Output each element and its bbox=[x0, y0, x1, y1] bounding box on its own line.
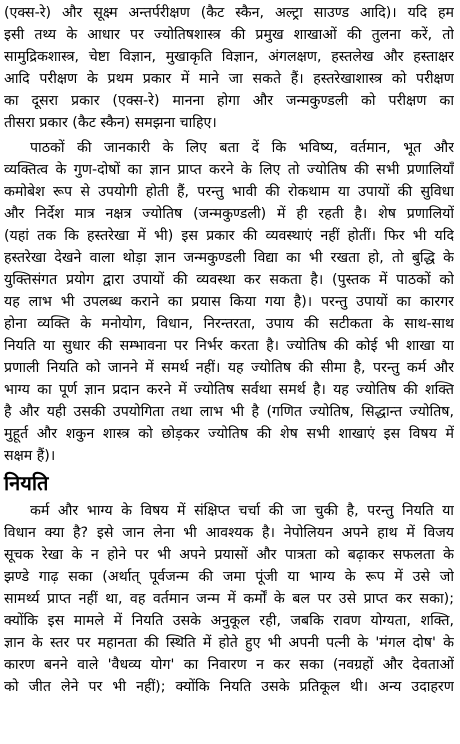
text-line: कमोबेश रूप से उपयोगी होती हैं, परन्तु भावी की रोकथाम या उपायों की सुविधा bbox=[4, 184, 454, 200]
text-line: पाठकों की जानकारी के लिए बता दें कि भविष्य, वर्तमान, भूत और bbox=[30, 140, 454, 156]
section-heading: नियति bbox=[4, 471, 49, 495]
text-line: युक्तिसंगत प्रयोग द्वारा उपायों की व्यवस्था कर सकता है। (पुस्तक में पाठकों को bbox=[4, 272, 454, 288]
text-line: ज्ञान के स्तर पर महानता की स्थिति में होते हुए भी अपनी पत्नी के 'मंगल दोष' के bbox=[4, 635, 454, 651]
text-line: मुहूर्त और शकुन शास्त्र को छोड़कर ज्योतिष की शेष सभी शाखाएं इस विषय में bbox=[4, 426, 454, 442]
text-line: सूचक रेखा के न होने पर भी अपने प्रयासों और पात्रता को बढ़ाकर सफलता के bbox=[4, 547, 454, 563]
text-line: है और यही उसकी उपयोगिता तथा लाभ भी है (गणित ज्योतिष, सिद्धान्त ज्योतिष, bbox=[4, 404, 454, 420]
text-line: नियति या सुधार की सम्भावना पर निर्भर करता है। ज्योतिष की कोई भी शाखा या bbox=[4, 338, 454, 354]
text-line: कारण बनने वाले 'वैधव्य योग' का निवारण न कर सका (नवग्रहों और देवताओं bbox=[4, 657, 454, 673]
text-line: झण्डे गाढ़ सका (अर्थात् पूर्वजन्म की जमा पूंजी या भाग्य के रूप में उसे जो bbox=[4, 569, 454, 585]
text-line: आदि परीक्षण के प्रथम प्रकार में माने जा सकते हैं। हस्तरेखाशास्त्र को परीक्षण bbox=[4, 71, 454, 87]
text-line: इसी तथ्य के आधार पर ज्योतिषशास्त्र की प्रमुख शाखाओं की तुलना करें, तो bbox=[4, 27, 454, 43]
text-line: (यहां तक कि हस्तरेखा में भी) इस प्रकार की व्यवस्थाएं नहीं होतीं। फिर भी यदि bbox=[4, 228, 454, 244]
text-line: का दूसरा प्रकार (एक्स-रे) मानना होगा और जन्मकुण्डली को परीक्षण का bbox=[4, 93, 454, 109]
text-line: सामर्थ्य प्राप्त नहीं था, वह वर्तमान जन्म में कर्मों के बल पर उसे प्राप्त कर सका); bbox=[4, 591, 454, 607]
text-line: तीसरा प्रकार (कैट स्कैन) समझना चाहिए। bbox=[4, 115, 217, 131]
text-line: क्योंकि इस मामले में नियति उसके अनुकूल रही, जबकि रावण योग्यता, शक्ति, bbox=[4, 613, 454, 629]
text-line: विधान क्या है? इसे जान लेना भी आवश्यक है। नेपोलियन अपने हाथ में विजय bbox=[4, 525, 454, 541]
text-line: सामुद्रिकशास्त्र, चेष्टा विज्ञान, मुखाकृति विज्ञान, अंगलक्षण, हस्तलेख और हस्ताक्षर bbox=[4, 49, 454, 65]
text-line: (एक्स-रे) और सूक्ष्म अन्तर्परीक्षण (कैट स्कैन, अल्ट्रा साउण्ड आदि)। यदि हम bbox=[4, 5, 454, 21]
text-line: यह लाभ भी उपलब्ध कराने का प्रयास किया गया है)। परन्तु उपायों का कारगर bbox=[4, 294, 454, 310]
text-line: सक्षम हैं)। bbox=[4, 448, 56, 464]
text-line: भाग्य का पूर्ण ज्ञान प्रदान करने में ज्योतिष सर्वथा समर्थ है। यह ज्योतिष की शक्ति bbox=[4, 382, 454, 398]
text-line: और निर्देश मात्र नक्षत्र ज्योतिष (जन्मकुण्डली) में ही रहती है। शेष प्रणालियों bbox=[4, 206, 454, 222]
text-line: को जीत लेने पर भी नहीं); क्योंकि नियति उसके प्रतिकूल थी। अन्य उदाहरण bbox=[4, 679, 454, 695]
text-line: कर्म और भाग्य के विषय में संक्षिप्त चर्चा की जा चुकी है, परन्तु नियति या bbox=[30, 503, 454, 519]
text-line: हस्तरेखा देखने वाला थोड़ा ज्ञान जन्मकुण्डली विद्या का भी रखता हो, तो बुद्धि के bbox=[4, 250, 454, 266]
text-line: व्यक्तित्व के गुण-दोषों का ज्ञान प्राप्त करने के लिए तो ज्योतिष की सभी प्रणालियाँ bbox=[4, 162, 454, 178]
text-line: प्रणाली नियति को जानने में समर्थ नहीं। यह ज्योतिष की सीमा है, परन्तु कर्म और bbox=[4, 360, 454, 376]
text-line: होना व्यक्ति के मनोयोग, विधान, निरन्तरता, उपाय की सटीकता के साथ-साथ bbox=[4, 316, 454, 332]
